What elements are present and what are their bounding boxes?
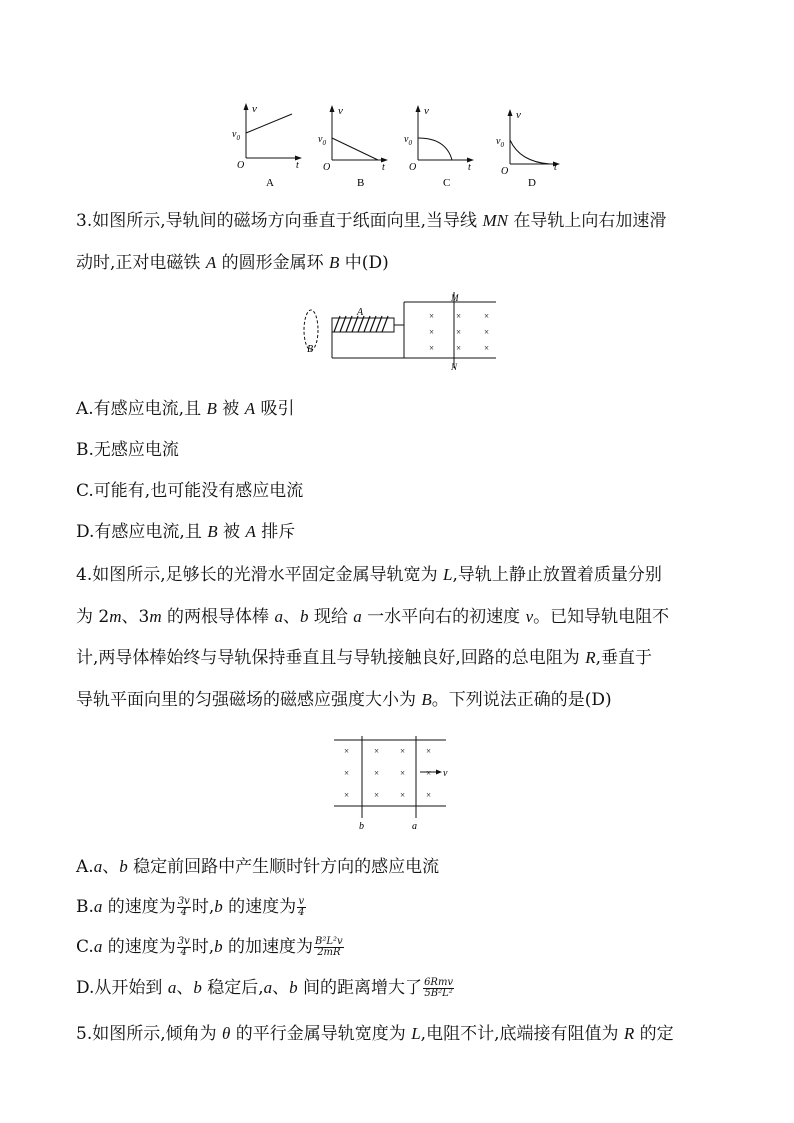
vt-graphs-figure [228,100,568,192]
svg-text:×: × [484,311,490,321]
svg-text:×: × [374,768,380,778]
svg-text:×: × [426,746,432,756]
q4-option-b-fraction-1: $\frac{3v}{4}$ [177,896,190,918]
graph-b-origin-label: O [323,162,331,173]
q3-coil-label: A [357,307,364,318]
graph-b-t-label: t [382,162,385,173]
q3-rod-n-label: N [451,362,458,372]
graph-d-caption: D [528,177,536,189]
graph-d-t-label: t [554,162,557,173]
svg-text:×: × [426,790,432,800]
svg-text:×: × [429,327,435,337]
graph-a-caption: A [266,177,274,189]
q4-stem-line-2: 为 2m、3m 的两根导体棒 a、b 现给 a 一水平向右的初速度 v。已知导轨电阻不 [76,607,670,627]
svg-text:×: × [400,746,406,756]
graph-c-v0-label: $v_0$ [404,134,412,147]
graph-a-t-label: t [296,160,299,171]
q3-option-c: C.可能有,也可能没有感应电流 [76,481,304,501]
q3-option-a: A.有感应电流,且 B 被 A 吸引 [76,399,295,419]
svg-text:×: × [429,311,435,321]
graph-c-caption: C [443,177,451,189]
svg-text:×: × [456,327,462,337]
q4-rod-a-label: a [412,821,417,832]
q3-stem-line-1: 3.如图所示,导轨间的磁场方向垂直于纸面向里,当导线 MN 在导轨上向右加速滑 [76,211,667,231]
svg-text:×: × [344,790,350,800]
q4-option-a: A.a、b 稳定前回路中产生顺时针方向的感应电流 [76,857,440,877]
graph-c-origin-label: O [409,162,417,173]
q4-option-c-fraction-2: $\frac{\text{B²L²v}}{2mR}$ [315,936,343,958]
q4-stem-line-1: 4.如图所示,足够长的光滑水平固定金属导轨宽为 L,导轨上静止放置着质量分别 [76,565,662,585]
graph-b [318,105,388,189]
graph-a-v0-label: $v_0$ [232,129,240,142]
svg-text:×: × [429,343,435,353]
svg-text:×: × [400,768,406,778]
svg-text:×: × [426,768,432,778]
svg-text:×: × [344,768,350,778]
svg-text:×: × [374,746,380,756]
q4-rails-figure [334,736,460,832]
svg-text:×: × [374,790,380,800]
q3-electromagnet-figure [296,288,506,374]
q4-option-c: C.a 的速度为 $\frac{3v}{4}$ 时,b 的加速度为 $\frac{\text{B²L²v}}{2mR}$ [76,936,343,958]
q4-rod-b-label: b [359,821,364,832]
graph-d [496,109,560,189]
q4-stem-line-3: 计,两导体棒始终与导轨保持垂直且与导轨接触良好,回路的总电阻为 R,垂直于 [76,648,653,668]
q5-stem-line-1: 5.如图所示,倾角为 θ 的平行金属导轨宽度为 L,电阻不计,底端接有阻值为 R 的定 [76,1024,674,1044]
q4-option-d-fraction: $\frac{\text{6Rmv}}{\text{5B²L²}}$ [424,977,454,999]
graph-c-v-label: v [424,105,429,117]
q3-magnetic-field-crosses [429,311,489,353]
graph-b-v0-label: $v_0$ [318,134,326,147]
graph-a-origin-label: O [237,160,245,171]
graph-a-v-label: v [252,103,257,115]
q3-rod-m-label: M [451,293,459,303]
graph-c-t-label: t [468,162,471,173]
graph-a [232,103,302,189]
q3-ring-label: B [307,344,314,355]
svg-text:×: × [456,343,462,353]
svg-text:×: × [484,327,490,337]
q3-option-d: D.有感应电流,且 B 被 A 排斥 [76,522,296,542]
graph-d-v-label: v [516,109,521,121]
graph-c [404,105,474,189]
q4-stem-line-4: 导轨平面向里的匀强磁场的磁感应强度大小为 B。下列说法正确的是(D) [76,690,612,710]
svg-text:×: × [456,311,462,321]
q4-option-b-fraction-2: $\frac{v}{4}$ [298,896,305,918]
svg-text:×: × [484,343,490,353]
graph-d-origin-label: O [501,166,509,177]
q4-option-c-fraction-1: $\frac{3v}{4}$ [177,936,190,958]
q4-option-d: D.从开始到 a、b 稳定后,a、b 间的距离增大了 $\frac{\text{6Rmv}}{\text{5B²L²}}$ [76,977,454,999]
graph-b-v-label: v [338,105,343,117]
graph-b-caption: B [357,177,365,189]
q3-option-b: B.无感应电流 [76,440,179,460]
svg-text:×: × [400,790,406,800]
q4-magnetic-field-crosses [344,746,431,800]
q4-option-b: B.a 的速度为 $\frac{3v}{4}$ 时,b 的速度为 $\frac{v}{4}$ [76,896,305,918]
svg-text:×: × [344,746,350,756]
graph-d-v0-label: $v_0$ [496,136,504,149]
q3-stem-line-2: 动时,正对电磁铁 A 的圆形金属环 B 中(D) [76,253,389,273]
q4-velocity-label: v [443,768,448,779]
